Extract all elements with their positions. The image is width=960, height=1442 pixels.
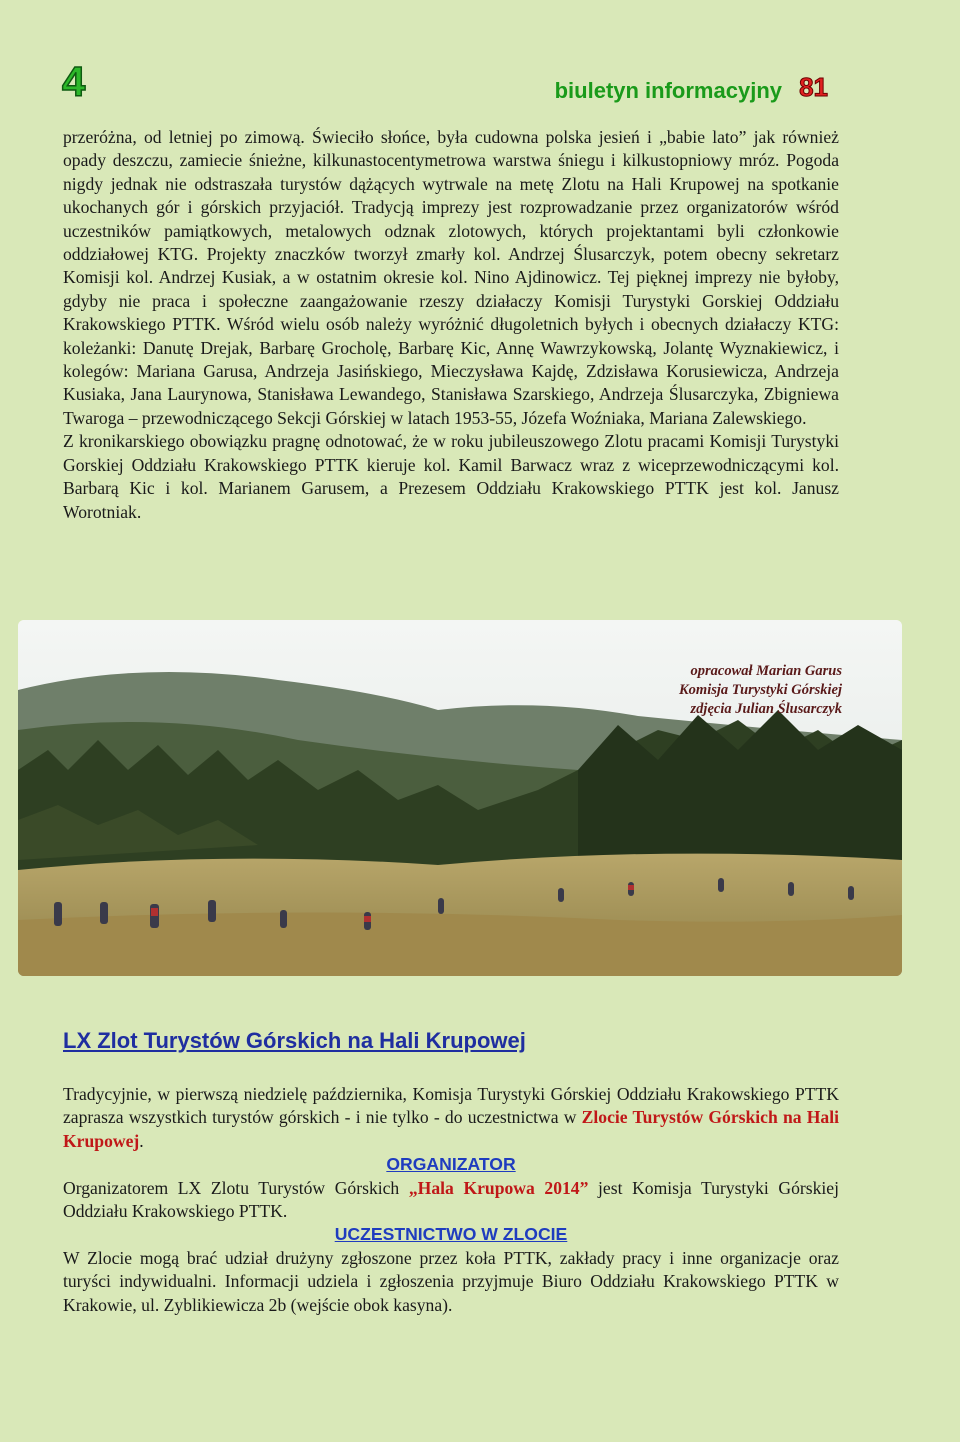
text-segment: Wśród wielu osób należy wyróżnić długoletnich byłych i obecnych działaczy KTG: koleżanki: Danutę Drejak, Barbarę Grocholę, Barbarę Kic, Annę Wawrzykowską, Jolantę Wyznakiewicz, i kolegów: Mariana Garusa, Andrzeja Jasińskiego, Mieczysława Kajdę, Zdzisława Korusiewicza, Andrzeja Kusiaka, Jana Laurynowa, Stanisława Lewandego, Stanisława Szarskiego, Andrzeja Ślusarczyka, Zbigniewa Twaroga – przewodniczącego Sekcji Górskiej w latach 1953-55, Józefa Woźniaka, Mariana Zalewskiego. bbox=[63, 314, 839, 428]
participation-paragraph: W Zlocie mogą brać udział drużyny zgłoszone przez koła PTTK, zakłady pracy i inne organizacje oraz turyści indywidualni. Informacji udziela i zgłoszenia przyjmuje Biuro Oddziału Krakowskiego PTTK w Krakowie, ul. Zyblikiewicza 2b (wejście obok kasyna). bbox=[63, 1247, 839, 1315]
text-segment: Tej pięknej imprezy nie byłoby, gdyby nie praca i społeczne zaangażowanie rzeszy działaczy Komisji Turystyki Gorskiej Oddziału Krakowskiego PTTK. bbox=[63, 267, 839, 335]
event-name-highlight: Zlocie Turystów Górskich na Hali Krupowej bbox=[63, 1107, 839, 1151]
section-text bbox=[63, 1083, 839, 1317]
section-title: LX Zlot Turystów Górskich na Hali Krupowej bbox=[63, 1028, 526, 1053]
hiking-photo bbox=[18, 620, 902, 976]
organizer-paragraph bbox=[63, 1177, 839, 1224]
photo-credits bbox=[679, 662, 842, 719]
text-segment: Pogoda nigdy jednak nie odstraszała turystów dążących wytrwale na metę Zlotu na Hali Krupowej na spotkanie ukochanych gór i górskich przyjaciół. bbox=[63, 150, 839, 218]
text-segment: jest Komisja Turystyki Górskiej Oddziału Krakowskiego PTTK. bbox=[63, 1177, 839, 1222]
article-paragraph bbox=[63, 126, 839, 430]
credit-photographer: zdjęcia Julian Ślusarczyk bbox=[690, 701, 842, 717]
credit-author: opracował Marian Garus bbox=[690, 663, 842, 679]
organizer-heading: ORGANIZATOR bbox=[386, 1154, 516, 1175]
bulletin-label: biuletyn informacyjny bbox=[554, 78, 782, 103]
event-edition-highlight: „Hala Krupowa 2014” bbox=[408, 1177, 589, 1198]
page-number: 4 bbox=[62, 58, 86, 105]
text-segment: . bbox=[139, 1130, 144, 1151]
issue-number: 81 bbox=[799, 72, 828, 102]
text-segment: Organizatorem LX Zlotu Turystów Górskich bbox=[63, 1177, 409, 1198]
text-segment: Tradycyjnie, w pierwszą niedzielę października, Komisja Turystyki Górskiej Oddziału Krakowskiego PTTK zaprasza wszystkich turystów górskich - i nie tylko - do uczestnictwa w bbox=[63, 1084, 839, 1128]
page-header bbox=[62, 58, 842, 108]
credit-commission: Komisja Turystyki Górskiej bbox=[679, 682, 842, 698]
text-segment: przeróżna, od letniej po zimową. Świeciło słońce, była cudowna polska jesień i „babie lato” jak również opady deszczu, zamiecie śnieżne, kilkunastocentymetrowa warstwa śniegu i kilkustopniowy mróz. bbox=[63, 127, 839, 171]
top-article-text bbox=[63, 126, 839, 524]
section-intro bbox=[63, 1083, 839, 1153]
text-segment: Tradycją imprezy jest rozprowadzanie przez organizatorów wśród uczestników pamiątkowych, metalowych odznak zlotowych, których projektantami byli członkowie oddziałowej KTG. Projekty znaczków tworzył zmarły kol. Andrzej Ślusarczyk, potem obecny sekretarz Komisji kol. Andrzej Kusiak, a w ostatnim okresie kol. Nino Ajdinowicz. bbox=[63, 197, 839, 288]
participation-heading: UCZESTNICTWO W ZLOCIE bbox=[334, 1224, 568, 1245]
article-paragraph: Z kronikarskiego obowiązku pragnę odnotować, że w roku jubileuszowego Zlotu pracami Komisji Turystyki Gorskiej Oddziału Krakowskiego PTTK kieruje kol. Kamil Barwacz wraz z wiceprzewodniczącymi kol. Barbarą Kic i kol. Marianem Garusem, a Prezesem Oddziału Krakowskiego PTTK jest kol. Janusz Worotniak. bbox=[63, 431, 839, 522]
